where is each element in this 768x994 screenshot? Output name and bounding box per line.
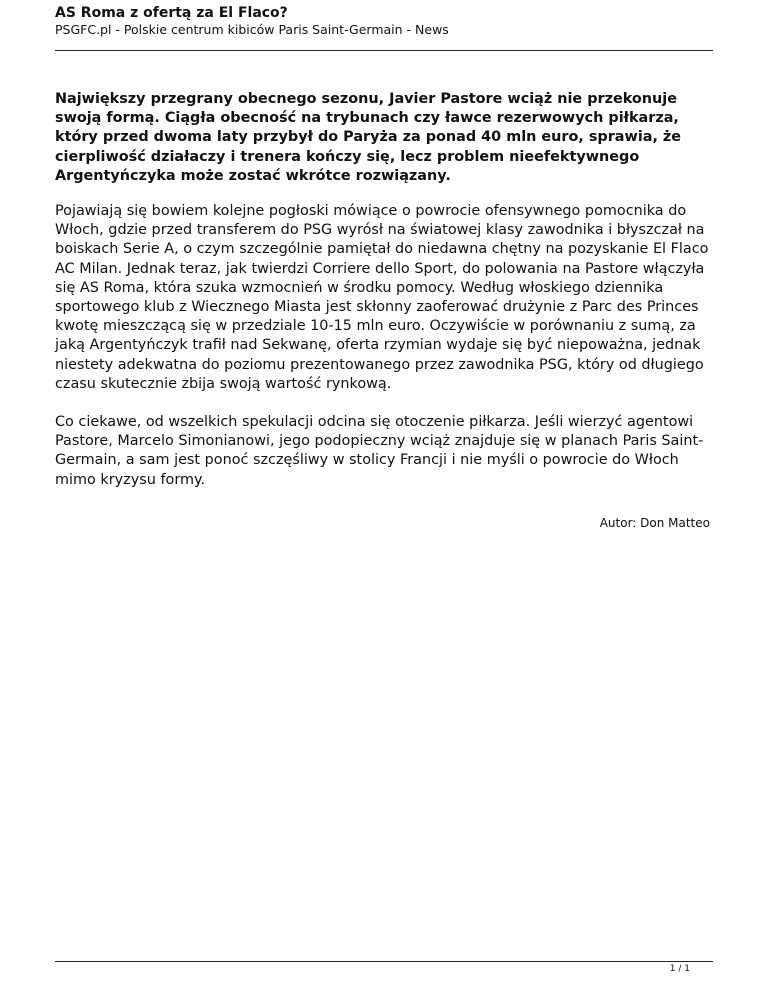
page-header [55, 4, 713, 38]
article-paragraph: Pojawiają się bowiem kolejne pogłoski mówiące o powrocie ofensywnego pomocnika do Włoch, gdzie przed transferem do PSG wyrósł na światowej klasy zawodnika i błyszczał na boiskach Serie A, o czym szczególnie pamiętał do niedawna chętny na pozyskanie El Flaco AC Milan. Jednak teraz, jak twierdzi Corriere dello Sport, do polowania na Pastore włączyła się AS Roma, która szuka wzmocnień w środku pomocy. Według włoskiego dziennika sportowego klub z Wiecznego Miasta jest skłonny zaoferować drużynie z Parc des Princes kwotę mieszczącą się w przedziale 10-15 mln euro. Oczywiście w porównaniu z sumą, za jaką Argentyńczyk trafił nad Sekwanę, oferta rzymian wydaje się być niepoważna, jednak niestety adekwatna do poziomu prezentowanego przez zawodnika PSG, który od długiego czasu skutecznie zbija swoją wartość rynkową. [55, 203, 709, 392]
author-credit: Autor: Don Matteo [599, 515, 710, 530]
site-subtitle: PSGFC.pl - Polskie centrum kibiców Paris Saint-Germain - News [55, 22, 449, 37]
article-lead: Największy przegrany obecnego sezonu, Javier Pastore wciąż nie przekonuje swoją formą. Ciągła obecność na trybunach czy ławce rezerwowych piłkarza, który przed dwoma laty przybył do Paryża za ponad 40 mln euro, sprawia, że cierpliwość działaczy i trenera kończy się, lecz problem nieefektywnego Argentyńczyka może zostać wkrótce rozwiązany. [55, 91, 682, 184]
footer-divider [55, 961, 713, 962]
header-divider [55, 50, 713, 51]
article-body [55, 90, 715, 531]
page-number: 1 / 1 [669, 964, 690, 974]
article-title: AS Roma z ofertą za El Flaco? [55, 5, 288, 21]
article-paragraph: Co ciekawe, od wszelkich spekulacji odcina się otoczenie piłkarza. Jeśli wierzyć agentowi Pastore, Marcelo Simonianowi, jego podopieczny wciąż znajduje się w planach Paris Saint-Germain, a sam jest ponoć szczęśliwy w stolicy Francji i nie myśli o powrocie do Włoch mimo kryzysu formy. [55, 414, 704, 488]
